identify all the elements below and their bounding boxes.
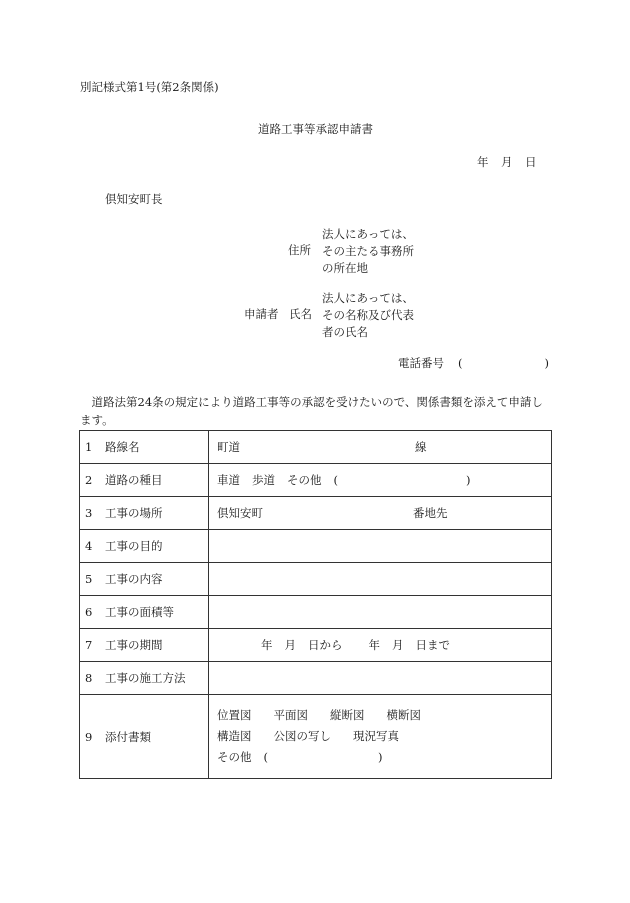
address-label: 住所 bbox=[288, 243, 311, 257]
row-label: 7 工事の期間 bbox=[80, 629, 209, 662]
road-type-field[interactable]: 車道 歩道 その他 ( ) bbox=[209, 464, 552, 497]
table-row bbox=[80, 596, 552, 629]
name-note bbox=[322, 290, 414, 341]
name-note-line: 法人にあっては、 bbox=[322, 291, 414, 305]
table-row bbox=[80, 629, 552, 662]
addressee: 倶知安町長 bbox=[105, 192, 163, 206]
table-row bbox=[80, 431, 552, 464]
row-label: 8 工事の施工方法 bbox=[80, 662, 209, 695]
phone-line bbox=[398, 358, 549, 370]
address-note-line: の所在地 bbox=[322, 261, 368, 275]
address-note-line: その主たる事務所 bbox=[322, 244, 414, 258]
row-label: 1 路線名 bbox=[80, 431, 209, 464]
row-label: 4 工事の目的 bbox=[80, 530, 209, 563]
applicant-label: 申請者 bbox=[244, 307, 279, 321]
date-year: 年 bbox=[477, 155, 489, 169]
name-label: 氏名 bbox=[289, 307, 312, 321]
row-label: 5 工事の内容 bbox=[80, 563, 209, 596]
form-number: 別記様式第1号(第2条関係) bbox=[80, 80, 219, 94]
work-area-field[interactable] bbox=[209, 596, 552, 629]
date-day: 日 bbox=[525, 155, 537, 169]
date-line bbox=[477, 157, 537, 169]
application-table bbox=[79, 430, 552, 779]
row-label: 6 工事の面積等 bbox=[80, 596, 209, 629]
row-label: 2 道路の種目 bbox=[80, 464, 209, 497]
name-note-line: その名称及び代表 bbox=[322, 308, 414, 322]
route-name-field[interactable]: 町道 線 bbox=[209, 431, 552, 464]
row-label: 9 添付書類 bbox=[80, 695, 209, 779]
construction-method-field[interactable] bbox=[209, 662, 552, 695]
table-row bbox=[80, 662, 552, 695]
work-location-field[interactable]: 倶知安町 番地先 bbox=[209, 497, 552, 530]
table-row bbox=[80, 497, 552, 530]
address-note-line: 法人にあっては、 bbox=[322, 227, 414, 241]
document-title: 道路工事等承認申請書 bbox=[258, 122, 373, 136]
table-row bbox=[80, 530, 552, 563]
phone-label: 電話番号 bbox=[398, 356, 444, 370]
phone-open-paren: ( bbox=[458, 356, 463, 370]
row-label: 3 工事の場所 bbox=[80, 497, 209, 530]
address-note bbox=[322, 226, 414, 277]
body-text: 道路法第24条の規定により道路工事等の承認を受けたいので、関係書類を添えて申請します。 bbox=[80, 395, 543, 427]
attachments-field[interactable]: 位置図 平面図 縦断図 横断図 構造図 公図の写し 現況写真 その他 ( ) bbox=[209, 695, 552, 779]
phone-close-paren: ) bbox=[544, 356, 549, 370]
date-month: 月 bbox=[501, 155, 513, 169]
work-purpose-field[interactable] bbox=[209, 530, 552, 563]
table-row bbox=[80, 563, 552, 596]
table-row bbox=[80, 464, 552, 497]
work-content-field[interactable] bbox=[209, 563, 552, 596]
table-row bbox=[80, 695, 552, 779]
work-period-field[interactable]: 年 月 日から 年 月 日まで bbox=[209, 629, 552, 662]
name-note-line: 者の氏名 bbox=[322, 325, 368, 339]
